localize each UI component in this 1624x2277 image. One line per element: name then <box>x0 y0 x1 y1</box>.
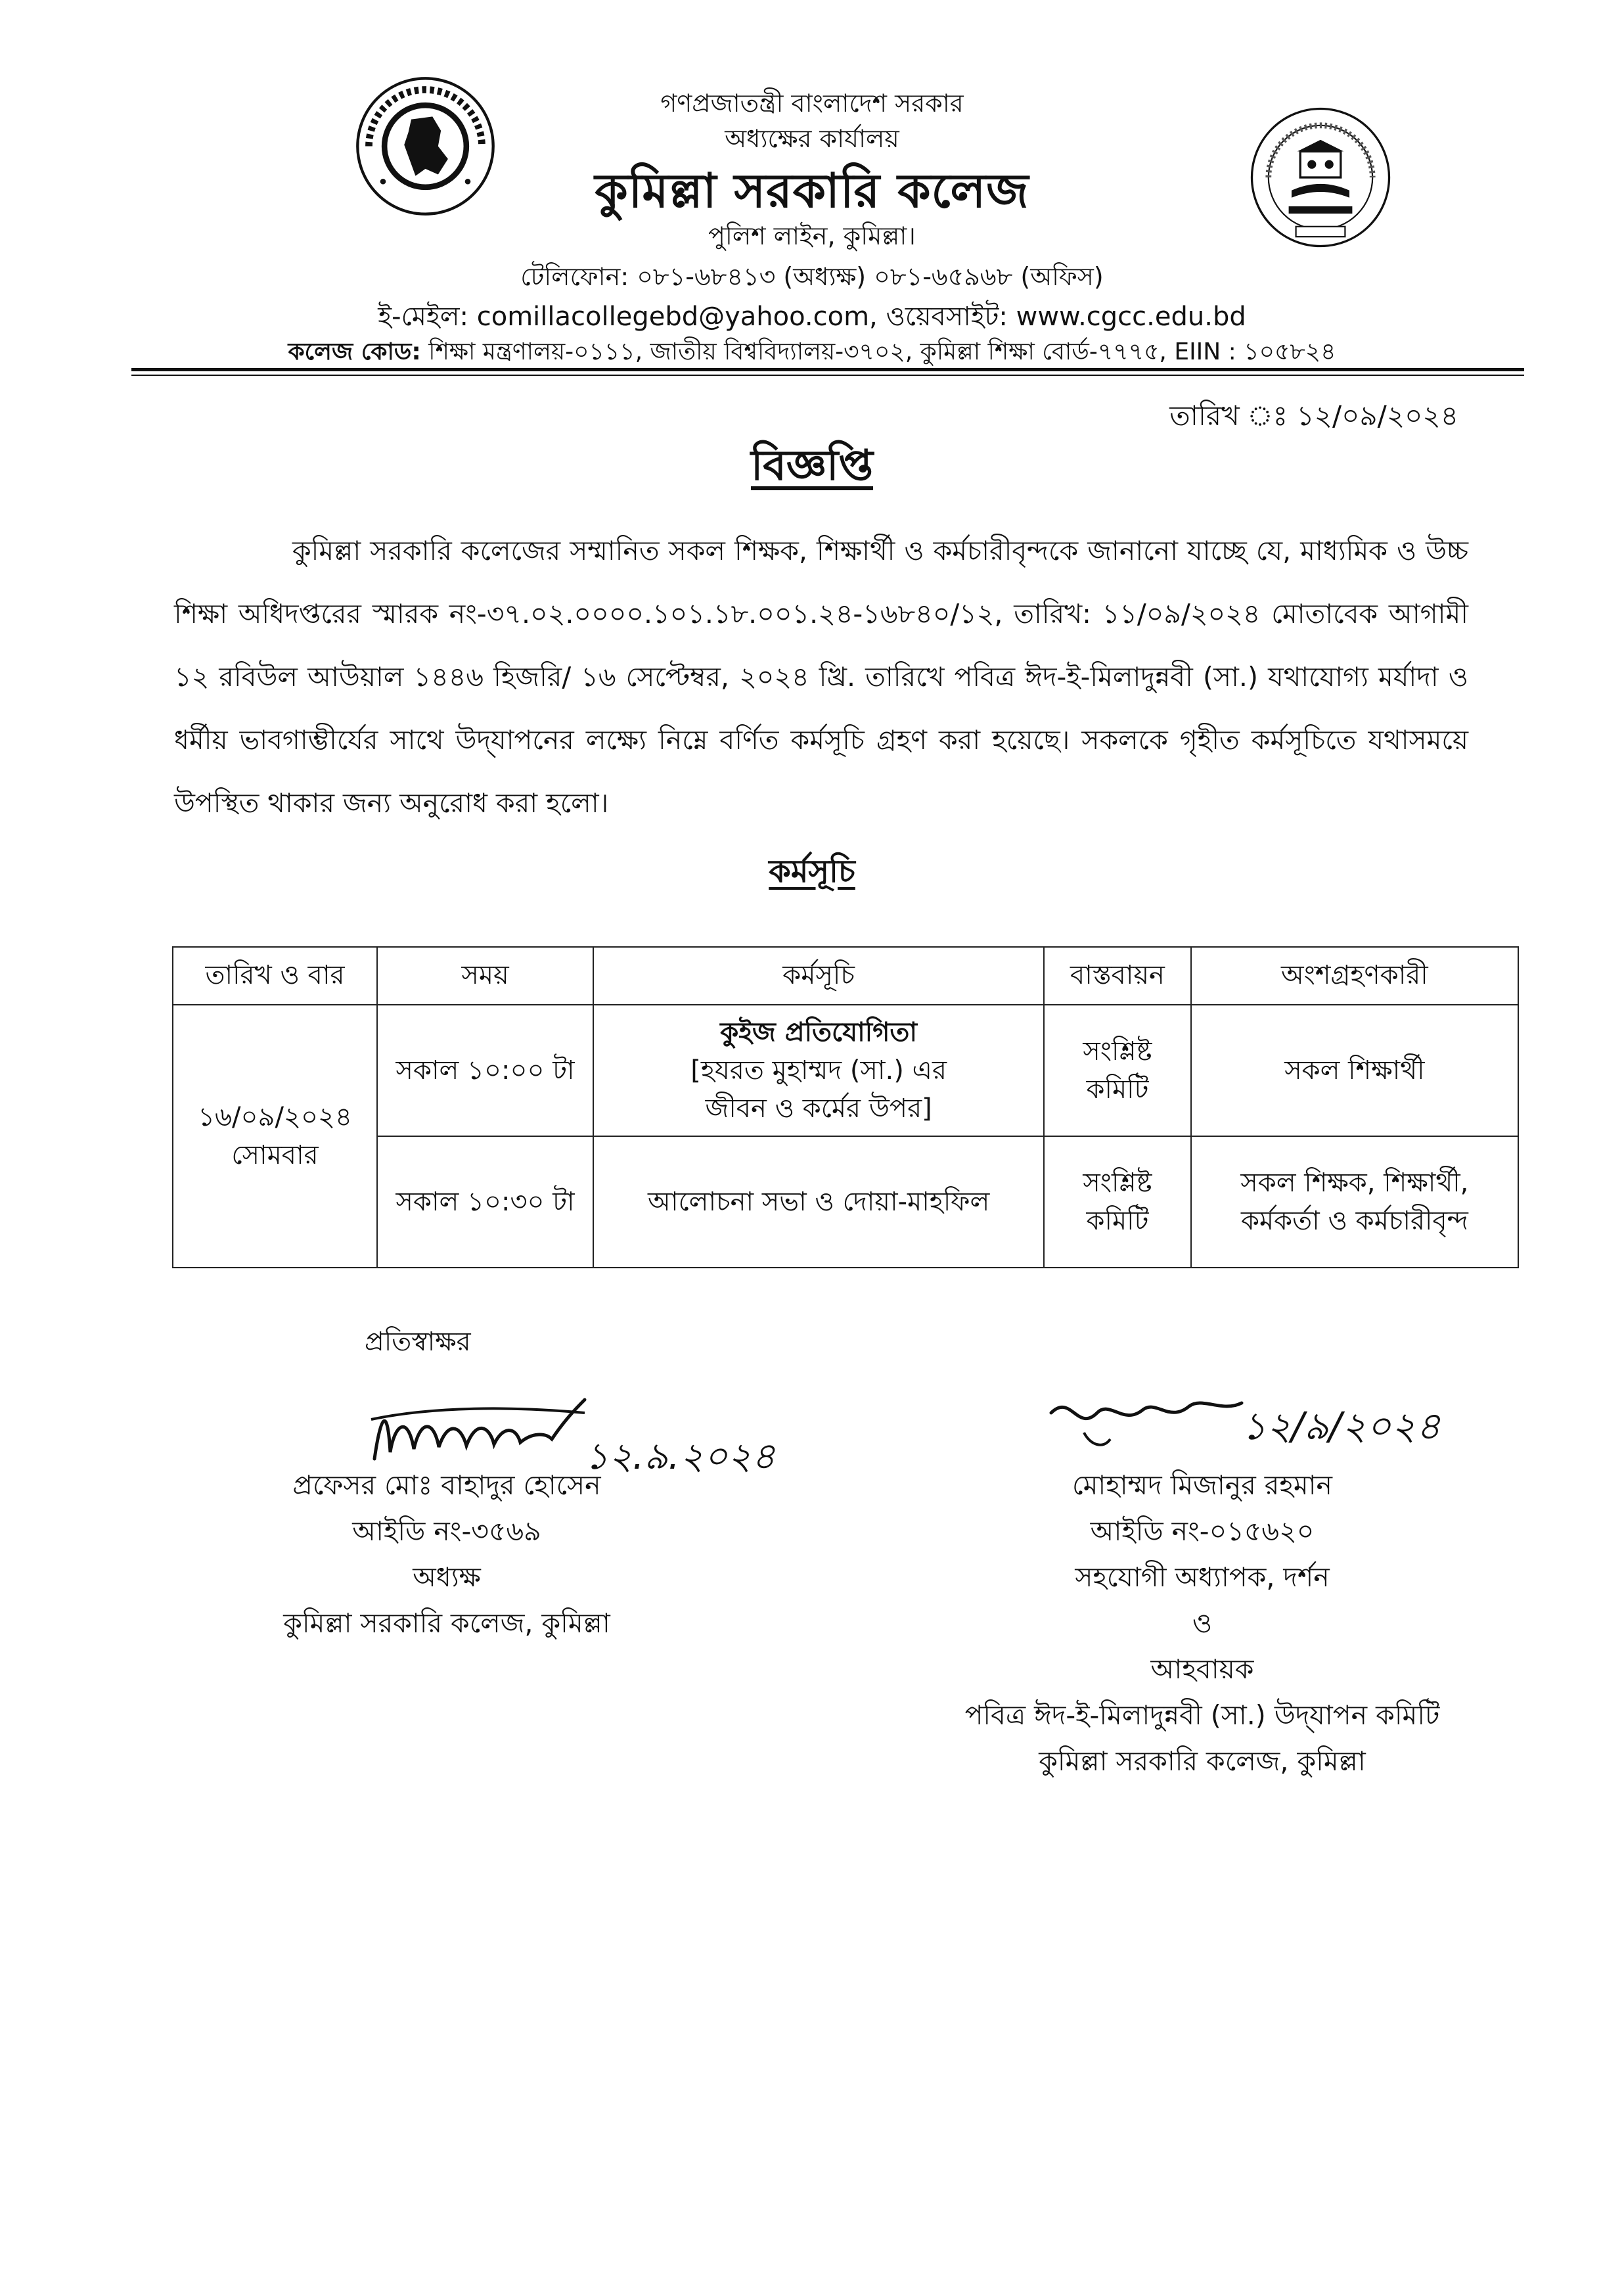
college-name: কুমিল্লা সরকারি কলেজ <box>595 163 1029 218</box>
signatory-right <box>907 1462 1498 1784</box>
header-implementation: বাস্তবায়ন <box>1044 947 1191 1005</box>
signatory-right-committee: পবিত্র ঈদ-ই-মিলাদুন্নবী (সা.) উদ্‌যাপন কমিটি <box>964 1699 1440 1731</box>
participants-line: কর্মকর্তা ও কর্মচারীবৃন্দ <box>1240 1206 1468 1236</box>
signature-right-date: ১২/৯/২০২৪ <box>1242 1404 1441 1448</box>
signatory-left-designation: অধ্যক্ষ <box>413 1561 481 1593</box>
college-email-website: ই-মেইল: comillacollegebd@yahoo.com, ওয়েবসাইট: www.cgcc.edu.bd <box>378 302 1246 332</box>
program-title: কুইজ প্রতিযোগিতা <box>720 1017 918 1047</box>
signatory-left-institution: কুমিল্লা সরকারি কলেজ, কুমিল্লা <box>283 1607 610 1639</box>
signatory-right-conjunction: ও <box>1192 1607 1213 1639</box>
signature-left-date: ১২.৯.২০২৪ <box>585 1435 776 1478</box>
table-header-row <box>173 947 1518 1005</box>
schedule-table <box>172 946 1519 1268</box>
college-address: পুলিশ লাইন, কুমিল্লা। <box>708 221 916 250</box>
notice-title: বিজ্ঞপ্তি <box>750 442 874 490</box>
cell-implementation <box>1044 1136 1191 1268</box>
signature-right <box>1045 1387 1465 1465</box>
signatory-right-designation: সহযোগী অধ্যাপক, দর্শন <box>1075 1561 1330 1593</box>
signatory-right-id: আইডি নং-০১৫৬২০ <box>1090 1515 1315 1547</box>
implementation-line: কমিটি <box>1086 1074 1149 1105</box>
college-codes <box>0 334 1624 373</box>
signatory-left-id: আইডি নং-৩৫৬৯ <box>352 1515 541 1547</box>
government-name: গণপ্রজাতন্ত্রী বাংলাদেশ সরকার <box>660 89 964 118</box>
signatory-right-name: মোহাম্মদ মিজানুর রহমান <box>1071 1469 1333 1501</box>
cell-implementation <box>1044 1005 1191 1136</box>
notice-body: কুমিল্লা সরকারি কলেজের সম্মানিত সকল শিক্ষক, শিক্ষার্থী ও কর্মচারীবৃন্দকে জানানো যাচ্ছে যে, মাধ্যমিক ও উচ্চ শিক্ষা অধিদপ্তরের স্মারক নং-৩৭.০২.০০০০.১০১.১৮.০০১.২৪-১৬৮৪০/১২, তারিখ: ১১/০৯/২০২৪ মোতাবেক আগামী ১২ রবিউল আউয়াল ১৪৪৬ হিজরি/ ১৬ সেপ্টেম্বর, ২০২৪ খ্রি. তারিখে পবিত্র ঈদ-ই-মিলাদুন্নবী (সা.) যথাযোগ্য মর্যাদা ও ধর্মীয় ভাবগাম্ভীর্যের সাথে উদ্‌যাপনের লক্ষ্যে নিম্নে বর্ণিত কর্মসূচি গ্রহণ করা হয়েছে। সকলকে গৃহীত কর্মসূচিতে যথাসময়ে উপস্থিত থাকার জন্য অনুরোধ করা হলো। <box>174 535 1468 819</box>
signatory-right-role: আহবায়ক <box>1150 1653 1254 1685</box>
program-heading: কর্মসূচি <box>769 853 855 890</box>
cell-program: আলোচনা সভা ও দোয়া-মাহফিল <box>593 1136 1044 1268</box>
event-day: সোমবার <box>231 1140 319 1170</box>
cell-participants <box>1191 1005 1518 1136</box>
implementation-line: কমিটি <box>1086 1206 1149 1236</box>
participants-line: সকল শিক্ষক, শিক্ষার্থী, <box>1240 1168 1469 1198</box>
signatory-right-institution: কুমিল্লা সরকারি কলেজ, কুমিল্লা <box>1039 1745 1366 1777</box>
header-date-day: তারিখ ও বার <box>173 947 377 1005</box>
header-divider <box>131 368 1524 371</box>
college-codes-label: কলেজ কোড: <box>288 338 421 365</box>
event-date: ১৬/০৯/২০২৪ <box>198 1102 352 1132</box>
countersign-label: প্রতিস্বাক্ষর <box>365 1327 471 1357</box>
header-participants: অংশগ্রহণকারী <box>1191 947 1518 1005</box>
cell-participants <box>1191 1136 1518 1268</box>
table-row <box>173 1005 1518 1136</box>
college-codes-values: শিক্ষা মন্ত্রণালয়-০১১১, জাতীয় বিশ্ববিদ্যালয়-৩৭০২, কুমিল্লা শিক্ষা বোর্ড-৭৭৭৫, EIIN : ১০৫৮২৪ <box>420 338 1336 365</box>
header-divider-thin <box>131 375 1524 376</box>
header-program: কর্মসূচি <box>593 947 1044 1005</box>
cell-time: সকাল ১০:৩০ টা <box>377 1136 593 1268</box>
cell-date-day <box>173 1005 377 1268</box>
participants-line: সকল শিক্ষার্থী <box>1284 1055 1425 1086</box>
signatory-left-name: প্রফেসর মোঃ বাহাদুর হোসেন <box>292 1469 601 1501</box>
cell-program <box>593 1005 1044 1136</box>
program-detail: জীবন ও কর্মের উপর] <box>705 1093 932 1124</box>
implementation-line: সংশ্লিষ্ট <box>1083 1036 1152 1067</box>
header-time: সময় <box>377 947 593 1005</box>
implementation-line: সংশ্লিষ্ট <box>1083 1168 1152 1198</box>
college-phone: টেলিফোন: ০৮১-৬৮৪১৩ (অধ্যক্ষ) ০৮১-৬৫৯৬৮ (অফিস) <box>520 262 1104 291</box>
notice-date: তারিখ ঃ ১২/০৯/২০২৪ <box>1169 400 1458 432</box>
program-detail: [হযরত মুহাম্মদ (সা.) এর <box>690 1055 947 1086</box>
cell-time: সকাল ১০:০০ টা <box>377 1005 593 1136</box>
office-name: অধ্যক্ষের কার্যালয় <box>725 124 899 153</box>
signatory-left <box>243 1462 650 1646</box>
